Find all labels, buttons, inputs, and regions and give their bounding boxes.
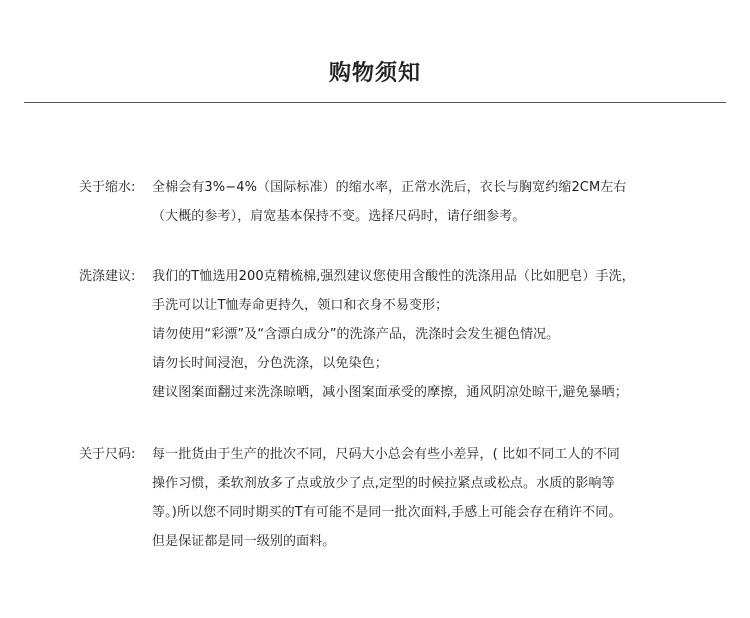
page-title: 购物须知 [328, 61, 421, 86]
body-line: 操作习惯，柔软剂放多了点或放少了点,定型的时候拉紧点或松点。水质的影响等 [152, 476, 615, 491]
title-divider [24, 102, 726, 103]
body-line: 我们的T恤选用200克精梳棉,强烈建议您使用含酸性的洗涤用品（比如肥皂）手洗， [152, 269, 635, 284]
section-label: 关于尺码: [79, 447, 136, 462]
section-body [152, 262, 742, 407]
body-line: 建议图案面翻过来洗涤晾晒，减小图案面承受的摩擦，通风阴凉处晾干,避免暴晒； [152, 385, 628, 400]
body-line: （大概的参考），肩宽基本保持不变。选择尺码时，请仔细参考。 [152, 209, 526, 224]
body-line: 请勿长时间浸泡，分色洗涤，以免染色； [152, 356, 388, 371]
section-body [152, 173, 742, 231]
section-body [152, 440, 742, 556]
body-line: 请勿使用“彩漂”及“含漂白成分”的洗涤产品，洗涤时会发生褪色情况。 [152, 327, 560, 342]
body-line: 全棉会有3%−4%（国际标准）的缩水率，正常水洗后，衣长与胸宽约缩2CM左右 [152, 180, 627, 195]
section-label: 洗涤建议: [79, 269, 136, 284]
body-line: 等。)所以您不同时期买的T有可能不是同一批次面料,手感上可能会存在稍许不同。 [152, 505, 622, 520]
body-line: 手洗可以让T恤寿命更持久，领口和衣身不易变形； [152, 298, 449, 313]
body-line: 每一批货由于生产的批次不同，尺码大小总会有些小差异，( 比如不同工人的不同 [152, 447, 620, 462]
body-line: 但是保证都是同一级别的面料。 [152, 534, 336, 549]
section-label: 关于缩水: [79, 180, 136, 195]
